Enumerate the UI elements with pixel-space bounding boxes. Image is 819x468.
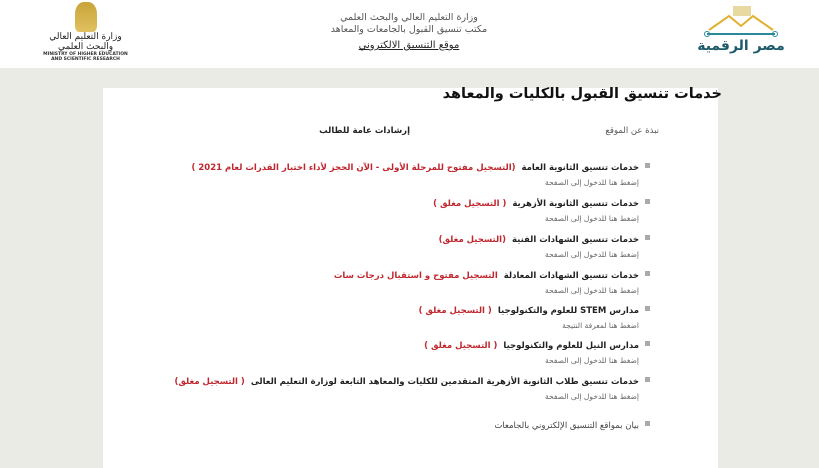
service-item[interactable] — [419, 298, 650, 330]
header-line-1: وزارة التعليم العالي والبحث العلمي — [340, 12, 478, 23]
service-page-link[interactable]: إضغط هنا للدخول إلى الصفحة — [544, 250, 639, 259]
digital-egypt-icon — [701, 4, 781, 40]
service-page-link[interactable]: إضغط هنا للدخول إلى الصفحة — [544, 392, 639, 401]
bullet-icon — [645, 271, 650, 276]
service-page-link[interactable]: إضغط هنا للدخول إلى الصفحة — [544, 178, 639, 187]
registration-status: (التسجيل مفتوح للمرحلة الأولى - الآن الحجز لأداء اختبار القدرات لعام 2021 ) — [191, 163, 516, 173]
service-label: خدمات تنسيق الثانوية الأزهرية — [512, 199, 639, 209]
ministry-name-ar: وزارة التعليم العالي والبحث العلمي — [49, 32, 122, 52]
service-item[interactable] — [439, 227, 650, 259]
service-page-link[interactable]: إضغط هنا للدخول إلى الصفحة — [544, 286, 639, 295]
registration-status: ( التسجيل مغلق) — [174, 377, 245, 387]
digital-egypt-logo — [696, 4, 786, 64]
tab-about[interactable]: نبذة عن الموقع — [605, 126, 659, 136]
service-label: خدمات تنسيق الشهادات الفنية — [511, 235, 639, 245]
service-label: مدارس النيل للعلوم والتكنولوجيا — [503, 341, 639, 351]
service-page-link[interactable]: إضغط هنا للدخول إلى الصفحة — [544, 214, 639, 223]
service-item[interactable] — [424, 333, 650, 365]
registration-status: ( التسجيل مغلق ) — [418, 306, 492, 316]
registration-status: ( التسجيل مغلق ) — [424, 341, 498, 351]
registration-status: (التسجيل مغلق) — [438, 235, 506, 245]
service-label: مدارس STEM للعلوم والتكنولوجيا — [497, 306, 639, 316]
eagle-emblem-icon — [75, 2, 97, 32]
service-item[interactable] — [192, 155, 650, 187]
bullet-icon — [645, 421, 650, 426]
service-page-link[interactable]: إضغط هنا للدخول إلى الصفحة — [544, 356, 639, 365]
service-page-link[interactable]: اضغط هنا لمعرفة النتيجة — [562, 321, 639, 330]
registration-status: التسجيل مفتوح و استقبال درجات سات — [333, 271, 498, 281]
tab-guidance[interactable]: إرشادات عامة للطالب — [319, 126, 410, 136]
header-line-2: مكتب تنسيق القبول بالجامعات والمعاهد — [330, 24, 488, 35]
portal-link[interactable]: بيان بمواقع التنسيق الإلكتروني بالجامعات — [494, 421, 639, 431]
header — [0, 0, 819, 68]
ministry-name-en-2: AND SCIENTIFIC RESEARCH — [51, 57, 120, 62]
service-label: خدمات تنسيق طلاب الثانوية الأزهرية المتقدمين للكليات والمعاهد التابعة لوزارة التعليم العالى — [250, 377, 639, 387]
service-label: خدمات تنسيق الثانوية العامة — [521, 163, 639, 173]
portal-link-item[interactable] — [494, 413, 650, 432]
bullet-icon — [645, 377, 650, 382]
site-name-link[interactable]: موقع التنسيق الالكتروني — [358, 40, 460, 51]
page-title: خدمات تنسيق القبول بالكليات والمعاهد — [442, 86, 722, 102]
header-center — [300, 12, 518, 52]
bullet-icon — [645, 199, 650, 204]
registration-status: ( التسجيل مغلق ) — [433, 199, 507, 209]
bullet-icon — [645, 341, 650, 346]
ministry-name-en-1: MINISTRY OF HIGHER EDUCATION — [43, 52, 128, 57]
bullet-icon — [645, 163, 650, 168]
bullet-icon — [645, 235, 650, 240]
bullet-icon — [645, 306, 650, 311]
service-label: خدمات تنسيق الشهادات المعادلة — [503, 271, 639, 281]
service-item[interactable] — [433, 191, 650, 223]
service-item[interactable] — [334, 263, 650, 295]
logo-text: مصر الرقمية — [697, 38, 785, 54]
ministry-logo — [38, 2, 133, 66]
service-item[interactable] — [175, 369, 650, 401]
